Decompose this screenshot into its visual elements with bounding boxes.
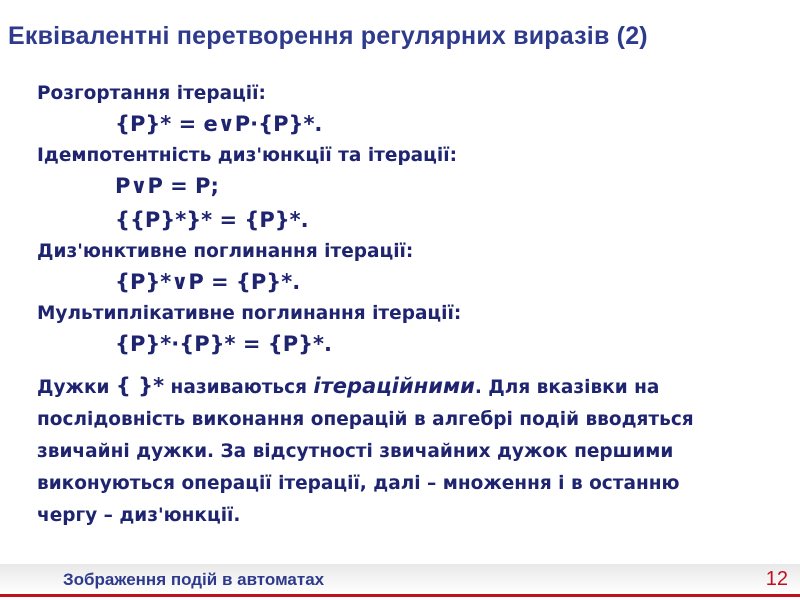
formula-disjunctive-absorption: {P}*∨P = {P}*. [115,270,301,294]
iteration-braces: { }* [115,374,165,398]
slide-title: Еквівалентні перетворення регулярних виразів (2) [8,22,648,50]
rule-label-disjunctive-absorption: Диз'юнктивне поглинання ітерації: [37,241,414,262]
emphasized-term: ітераційними [313,374,475,398]
paragraph-line [37,370,777,404]
formula-disjunction-idempotence: P∨P = P; [115,174,219,198]
paragraph-text: називаються [164,377,314,398]
rule-label-unfolding: Розгортання ітерації: [37,83,266,104]
paragraph-line: виконуються операції ітерації, далі – множення і в останню [37,473,680,494]
page-number: 12 [765,568,788,590]
footer-title: Зображення подій в автоматах [63,570,325,589]
paragraph-line: чергу – диз'юнкції. [37,505,241,526]
rule-label-idempotence: Ідемпотентність диз'юнкції та ітерації: [37,145,457,166]
paragraph-text: . Для вказівки на [474,377,660,398]
rule-label-multiplicative-absorption: Мультиплікативне поглинання ітерації: [37,303,462,324]
slide-content [37,78,777,532]
formula-unfolding: {P}* = e∨P·{P}*. [115,112,323,136]
paragraph-line: звичайні дужки. За відсутності звичайних дужок першими [37,441,674,462]
footer-divider [0,594,800,597]
paragraph-text: Дужки [37,377,116,398]
formula-multiplicative-absorption: {P}*·{P}* = {P}*. [115,332,332,356]
formula-iteration-idempotence: {{P}*}* = {P}*. [115,208,309,232]
explanation-paragraph [37,370,777,532]
paragraph-line: послідовність виконання операцій в алгебрі подій вводяться [37,409,694,430]
